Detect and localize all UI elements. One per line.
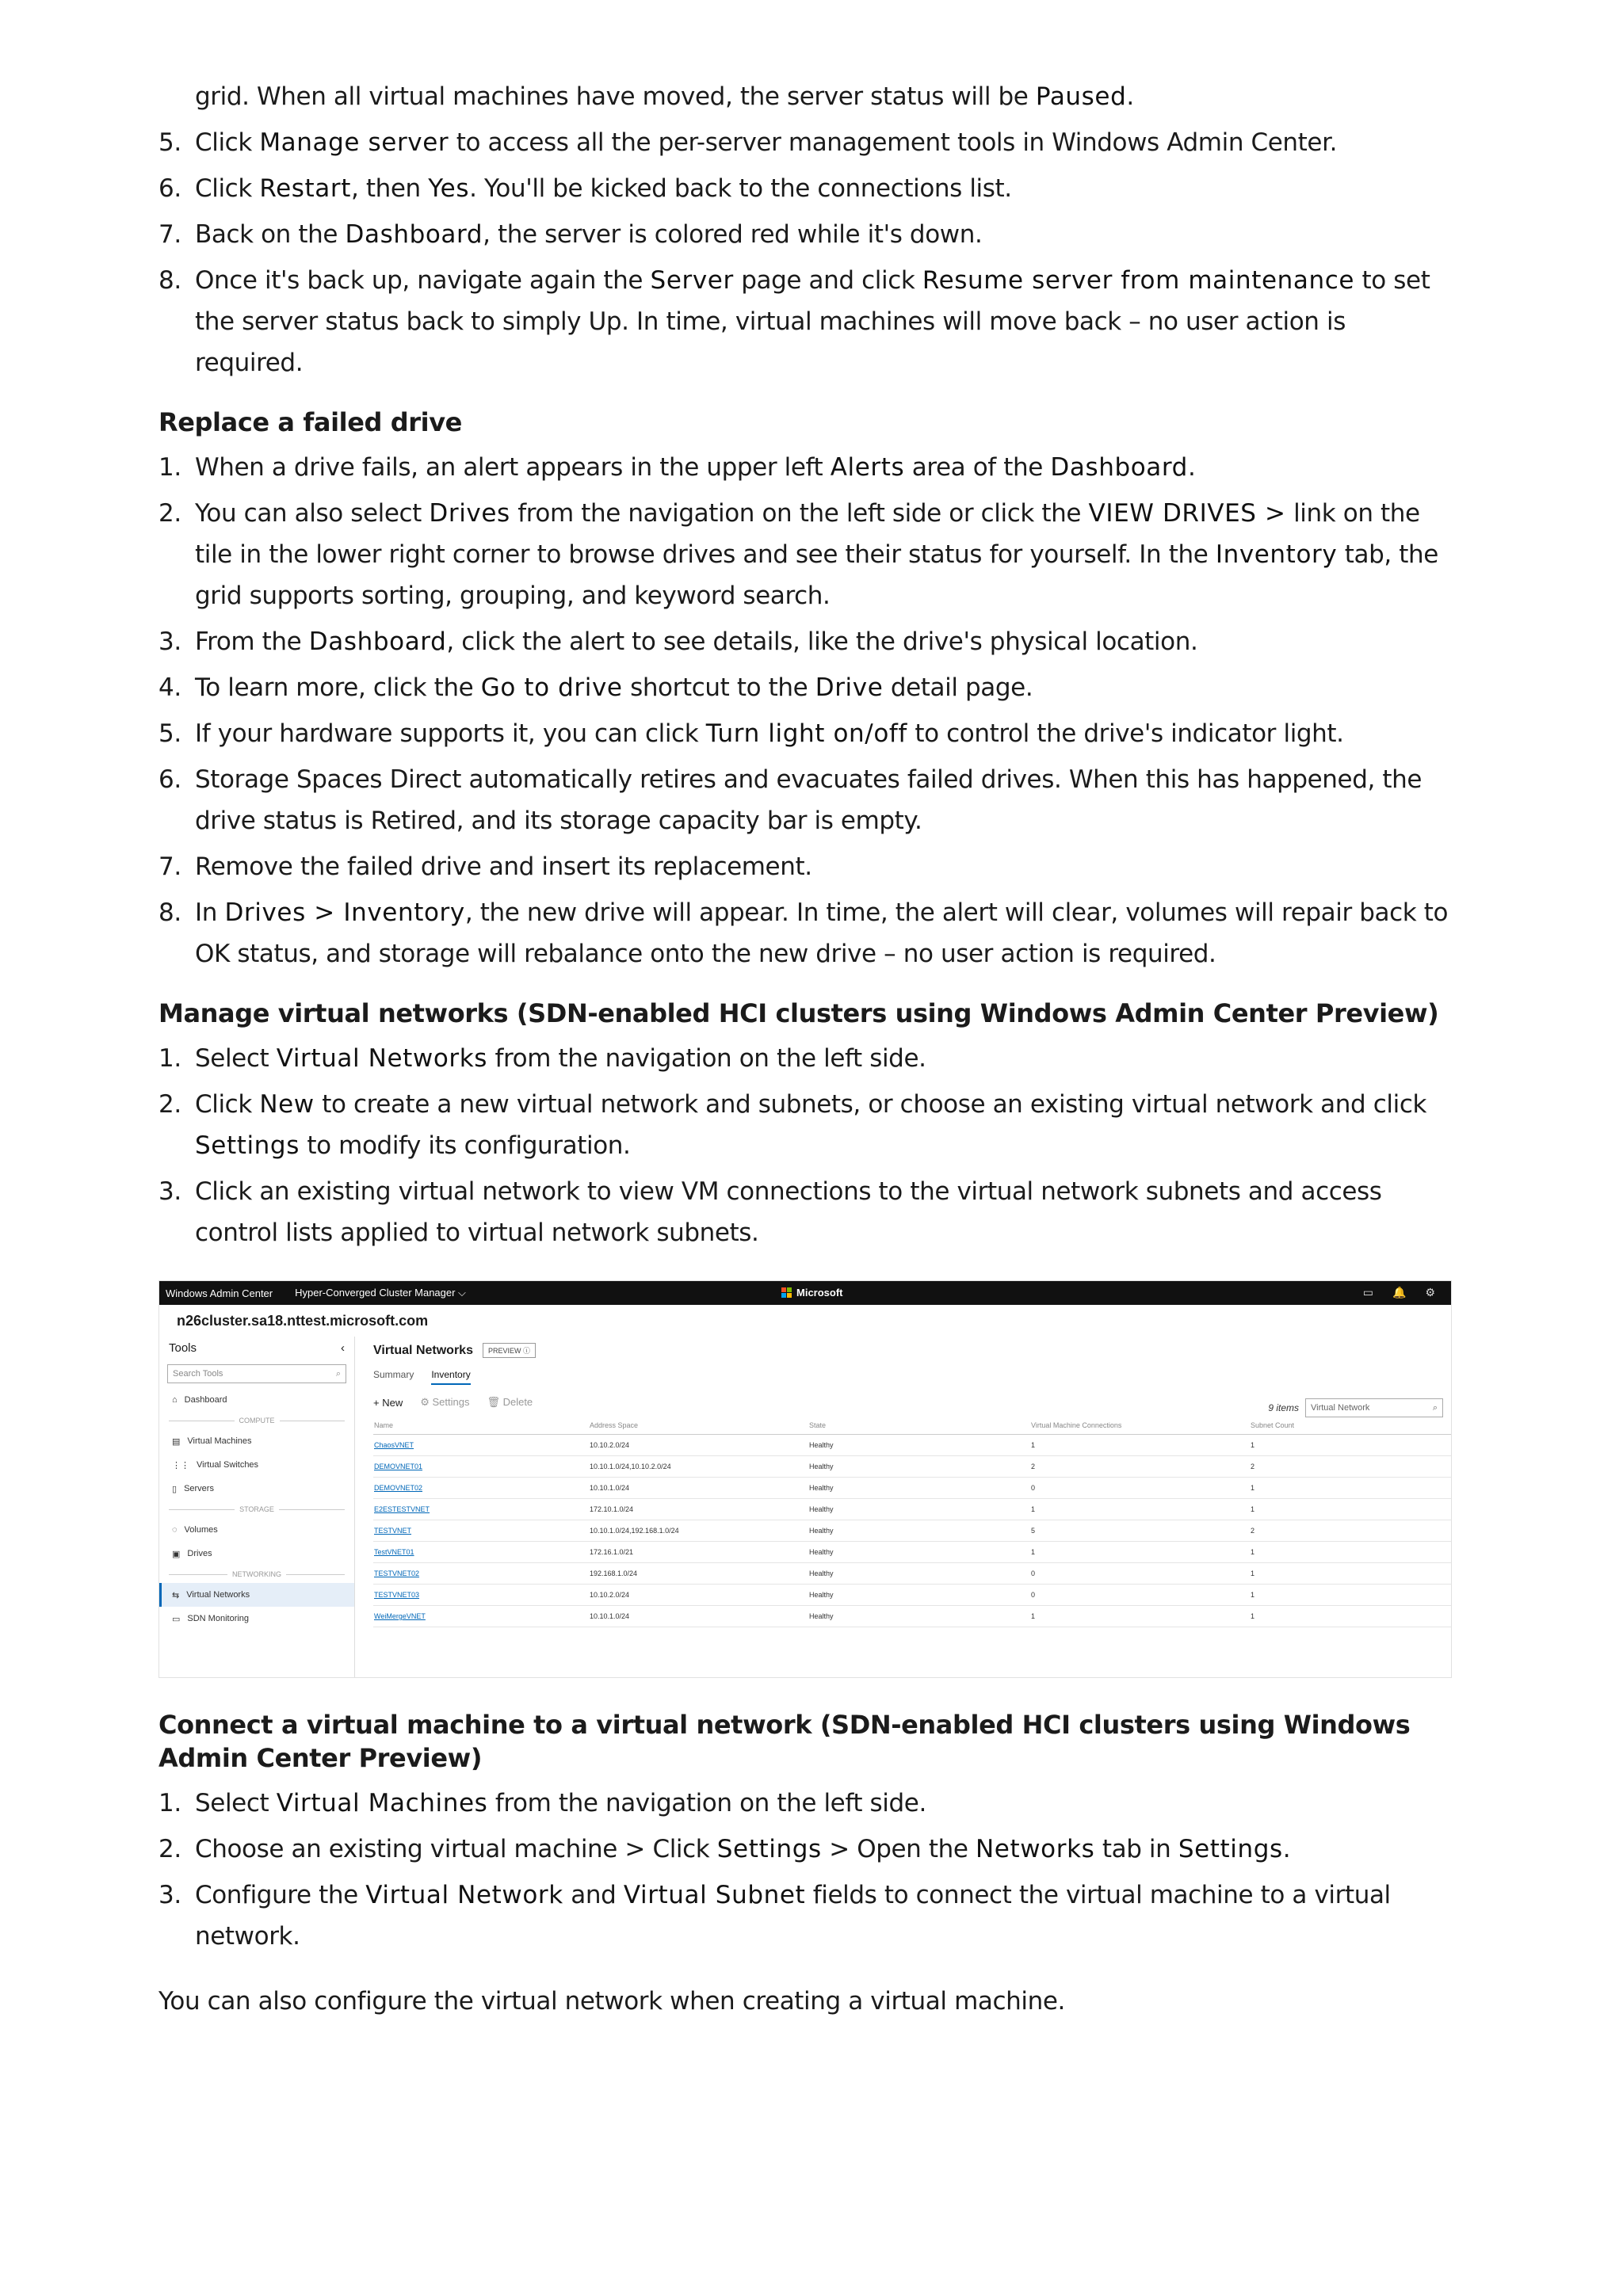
table-row[interactable] <box>373 1478 1451 1499</box>
table-row[interactable] <box>373 1499 1451 1520</box>
table-cell: 1 <box>1250 1606 1451 1627</box>
item-count: 9 items Virtual Network ⌕ <box>1268 1398 1443 1417</box>
table-cell: 172.10.1.0/24 <box>589 1499 808 1520</box>
search-icon: ⌕ <box>1432 1402 1438 1413</box>
home-icon: ⌂ <box>172 1395 178 1405</box>
table-cell: 10.10.1.0/24 <box>589 1478 808 1499</box>
table-cell: 10.10.2.0/24 <box>589 1585 808 1606</box>
sidebar-item-dashboard[interactable]: ⌂ Dashboard <box>172 1395 227 1405</box>
cluster-name: n26cluster.sa18.nttest.microsoft.com <box>177 1313 429 1329</box>
list-item: 8. In Drives > Inventory, the new drive will appear. In time, the alert will clear, volumes will repair back to OK status, and storage will rebalance onto the new drive – no user action is required. <box>158 898 1449 968</box>
table-row[interactable] <box>373 1542 1451 1563</box>
document-page <box>158 76 1450 2022</box>
table-cell: 0 <box>1030 1478 1250 1499</box>
monitor-icon: ▭ <box>172 1614 181 1624</box>
table-row[interactable] <box>373 1520 1451 1542</box>
search-tools-input[interactable]: Search Tools ⌕ <box>167 1364 346 1383</box>
terminal-icon[interactable]: ▭ <box>1362 1286 1373 1299</box>
list-item: 8. Once it's back up, navigate again the Server page and click Resume server from maintenance to set the server status back to simply Up. In time, virtual machines will move back – no user action is required. <box>158 266 1430 377</box>
list-item: 7. Back on the Dashboard, the server is colored red while it's down. <box>158 220 983 249</box>
table-cell: 1 <box>1250 1563 1451 1585</box>
vnet-name-link[interactable]: TESTVNET02 <box>373 1563 589 1585</box>
search-icon: ⌕ <box>335 1368 341 1379</box>
table-cell: 1 <box>1030 1542 1250 1563</box>
network-icon: ⇆ <box>172 1590 180 1600</box>
table-row[interactable] <box>373 1435 1451 1456</box>
table-cell: 1 <box>1250 1499 1451 1520</box>
vnet-name-link[interactable]: TESTVNET03 <box>373 1585 589 1606</box>
page-title: Virtual Networks <box>373 1343 473 1357</box>
list-item: 3. Click an existing virtual network to view VM connections to the virtual network subnets and access control lists applied to virtual network subnets. <box>158 1177 1382 1247</box>
table-cell: 2 <box>1250 1456 1451 1478</box>
list-item: 3. Configure the Virtual Network and Virtual Subnet fields to connect the virtual machine to a virtual network. <box>158 1881 1391 1951</box>
virtual-networks-table <box>373 1417 1451 1627</box>
list-item: 7. Remove the failed drive and insert its replacement. <box>158 852 812 881</box>
table-cell: 172.16.1.0/21 <box>589 1542 808 1563</box>
table-cell: 10.10.1.0/24,10.10.2.0/24 <box>589 1456 808 1478</box>
table-cell: 1 <box>1250 1478 1451 1499</box>
vnet-name-link[interactable]: DEMOVNET01 <box>373 1456 589 1478</box>
table-cell: 10.10.2.0/24 <box>589 1435 808 1456</box>
table-cell: 0 <box>1030 1563 1250 1585</box>
vnet-name-link[interactable]: DEMOVNET02 <box>373 1478 589 1499</box>
table-cell: 192.168.1.0/24 <box>589 1563 808 1585</box>
table-header-row <box>373 1417 1451 1435</box>
table-cell: 1 <box>1030 1499 1250 1520</box>
list-item: 2. Choose an existing virtual machine > Click Settings > Open the Networks tab in Settings. <box>158 1835 1291 1863</box>
connect-step-list <box>158 1783 1450 1957</box>
settings-button[interactable]: ⚙ Settings <box>420 1396 470 1408</box>
table-cell: 2 <box>1250 1520 1451 1542</box>
list-item: 1. Select Virtual Machines from the navigation on the left side. <box>158 1789 926 1817</box>
collapse-chevron-icon[interactable]: ‹ <box>341 1341 345 1355</box>
section-heading-manage-vnets: Manage virtual networks (SDN-enabled HCI clusters using Windows Admin Center Preview) <box>158 998 1439 1028</box>
vnet-name-link[interactable]: ChaosVNET <box>373 1435 589 1456</box>
preview-badge: PREVIEW ⓘ <box>483 1343 536 1358</box>
list-item: 5. Click Manage server to access all the per-server management tools in Windows Admin Center. <box>158 128 1338 157</box>
vnet-name-link[interactable]: TestVNET01 <box>373 1542 589 1563</box>
column-header[interactable]: State <box>808 1417 1030 1435</box>
table-cell: 1 <box>1250 1585 1451 1606</box>
column-header[interactable]: Name <box>373 1417 589 1435</box>
tab-summary[interactable]: Summary <box>373 1369 414 1380</box>
nav-group-networking: NETWORKING <box>159 1566 354 1583</box>
list-item: 6. Storage Spaces Direct automatically retires and evacuates failed drives. When this has happened, the drive status is Retired, and its storage capacity bar is empty. <box>158 765 1423 835</box>
table-row[interactable] <box>373 1606 1451 1627</box>
list-item: 1. When a drive fails, an alert appears in the upper left Alerts area of the Dashboard. <box>158 453 1196 482</box>
notifications-icon[interactable]: 🔔 <box>1392 1286 1407 1299</box>
list-item: 3. From the Dashboard, click the alert to see details, like the drive's physical location. <box>158 627 1198 656</box>
table-cell: 1 <box>1250 1542 1451 1563</box>
sidebar-item-virtual-switches[interactable]: ⋮⋮ Virtual Switches <box>172 1460 259 1470</box>
new-button[interactable]: + New <box>373 1396 403 1409</box>
column-header[interactable]: Subnet Count <box>1250 1417 1451 1435</box>
table-cell: 1 <box>1030 1435 1250 1456</box>
section-heading-replace-drive: Replace a failed drive <box>158 407 462 437</box>
table-cell: Healthy <box>808 1520 1030 1542</box>
table-cell: Healthy <box>808 1435 1030 1456</box>
continued-step-text: grid. When all virtual machines have moved, the server status will be Paused. <box>195 82 1134 111</box>
table-cell: Healthy <box>808 1563 1030 1585</box>
list-item: 2. You can also select Drives from the navigation on the left side or click the VIEW DRIVES > link on the tile in the lower right corner to browse drives and see their status for yourself. In the Inventory tab, the grid supports sorting, grouping, and keyword search. <box>158 499 1438 610</box>
sidebar-item-sdn-monitoring[interactable]: ▭ SDN Monitoring <box>172 1614 250 1624</box>
tab-inventory[interactable]: Inventory <box>431 1369 470 1385</box>
manager-dropdown[interactable]: Hyper-Converged Cluster Manager ⌵ <box>295 1287 466 1299</box>
table-cell: 10.10.1.0/24 <box>589 1606 808 1627</box>
table-cell: Healthy <box>808 1542 1030 1563</box>
table-cell: 10.10.1.0/24,192.168.1.0/24 <box>589 1520 808 1542</box>
section-heading-connect-vm: Connect a virtual machine to a virtual network (SDN-enabled HCI clusters using Windows Admin Center Preview) <box>158 1710 1411 1773</box>
sidebar-item-drives[interactable]: ▣ Drives <box>172 1549 212 1559</box>
sidebar-item-virtual-networks[interactable]: ⇆ Virtual Networks <box>159 1583 354 1607</box>
list-item: 1. Select Virtual Networks from the navigation on the left side. <box>158 1044 926 1073</box>
list-item: 4. To learn more, click the Go to drive shortcut to the Drive detail page. <box>158 673 1033 702</box>
main-pane <box>373 1337 1451 1627</box>
table-cell: Healthy <box>808 1478 1030 1499</box>
drive-icon: ▣ <box>172 1549 181 1559</box>
replace-step-list <box>158 447 1450 974</box>
switch-icon: ⋮⋮ <box>172 1460 189 1470</box>
table-cell: 2 <box>1030 1456 1250 1478</box>
table-cell: Healthy <box>808 1606 1030 1627</box>
vnet-name-link[interactable]: WeiMergeVNET <box>373 1606 589 1627</box>
microsoft-logo-icon <box>781 1287 792 1299</box>
delete-button[interactable]: 🗑 Delete <box>487 1396 533 1408</box>
table-row[interactable] <box>373 1585 1451 1606</box>
microsoft-brand: Microsoft <box>781 1287 843 1299</box>
filter-input[interactable]: Virtual Network ⌕ <box>1305 1398 1443 1417</box>
vnet-name-link[interactable]: E2ESTESTVNET <box>373 1499 589 1520</box>
table-row[interactable] <box>373 1456 1451 1478</box>
tools-label: Tools <box>169 1341 197 1355</box>
column-header[interactable]: Virtual Machine Connections <box>1030 1417 1250 1435</box>
volume-icon: ◌ <box>172 1525 178 1535</box>
vm-icon: ▤ <box>172 1436 181 1447</box>
nav-group-storage: STORAGE <box>159 1501 354 1518</box>
column-header[interactable]: Address Space <box>589 1417 808 1435</box>
table-cell: 5 <box>1030 1520 1250 1542</box>
tools-sidebar <box>159 1337 355 1677</box>
settings-gear-icon[interactable]: ⚙ <box>1425 1286 1435 1299</box>
app-title: Windows Admin Center <box>166 1287 273 1299</box>
top-step-list <box>158 122 1450 383</box>
server-icon: ▯ <box>172 1484 178 1494</box>
table-row[interactable] <box>373 1563 1451 1585</box>
table-cell: 0 <box>1030 1585 1250 1606</box>
vnets-step-list <box>158 1038 1450 1253</box>
table-cell: Healthy <box>808 1585 1030 1606</box>
vnet-name-link[interactable]: TESTVNET <box>373 1520 589 1542</box>
table-cell: Healthy <box>808 1456 1030 1478</box>
list-item: 6. Click Restart, then Yes. You'll be kicked back to the connections list. <box>158 174 1012 203</box>
virtual-networks-screenshot <box>158 1280 1452 1678</box>
sidebar-item-servers[interactable]: ▯ Servers <box>172 1484 214 1494</box>
list-item: 2. Click New to create a new virtual network and subnets, or choose an existing virtual network and click Settings to modify its configuration. <box>158 1090 1427 1160</box>
app-top-bar <box>159 1281 1451 1305</box>
closing-paragraph: You can also configure the virtual network when creating a virtual machine. <box>158 1987 1065 2016</box>
table-cell: 1 <box>1030 1606 1250 1627</box>
sidebar-item-virtual-machines[interactable]: ▤ Virtual Machines <box>172 1436 252 1447</box>
nav-group-compute: COMPUTE <box>159 1412 354 1429</box>
table-cell: 1 <box>1250 1435 1451 1456</box>
table-cell: Healthy <box>808 1499 1030 1520</box>
list-item: 5. If your hardware supports it, you can click Turn light on/off to control the drive's indicator light. <box>158 719 1344 748</box>
sidebar-item-volumes[interactable]: ◌ Volumes <box>172 1525 218 1535</box>
